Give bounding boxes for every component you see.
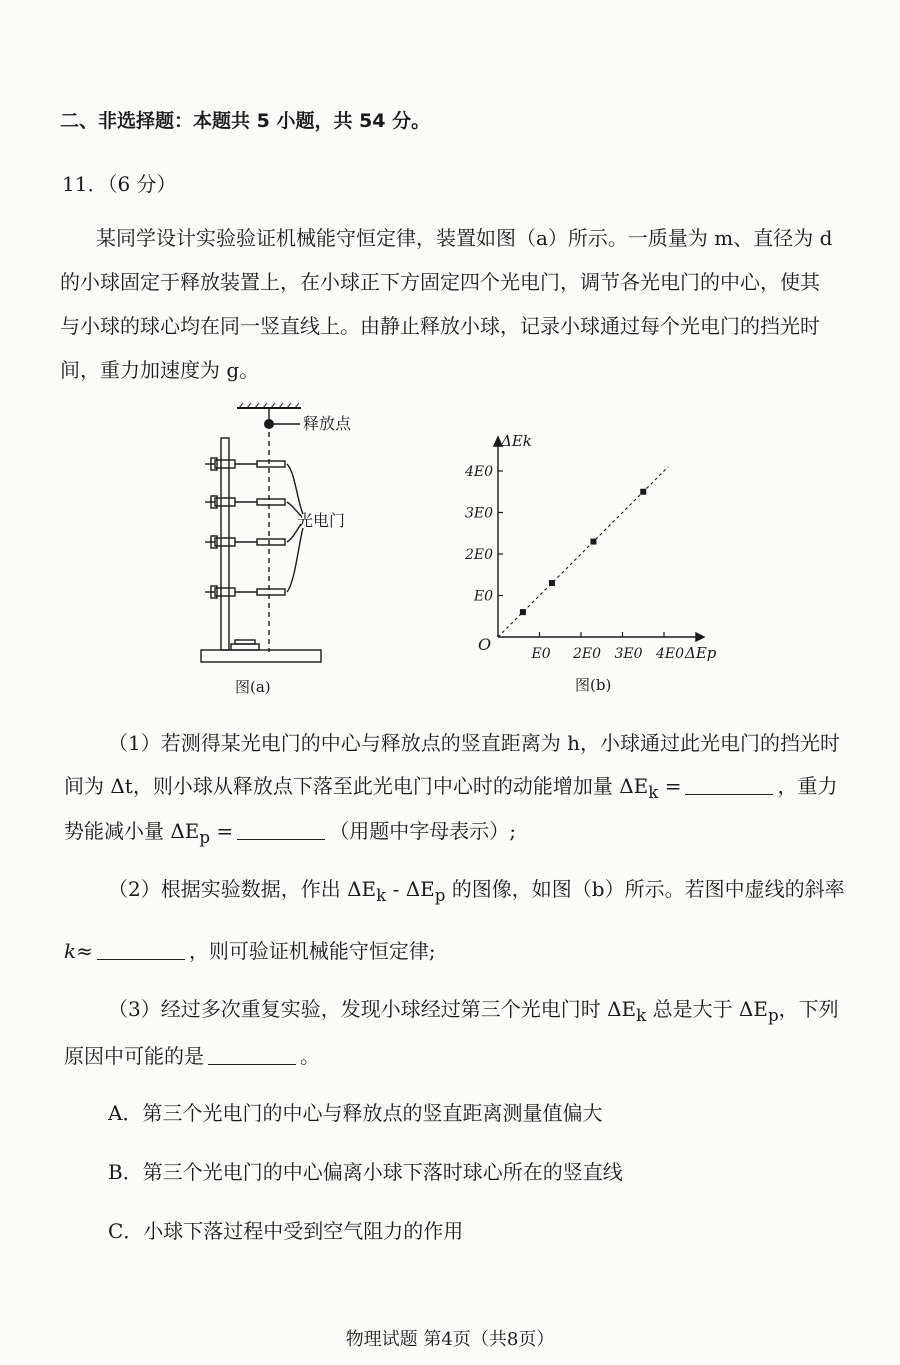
- option-c[interactable]: C．小球下落过程中受到空气阻力的作用: [108, 1219, 464, 1243]
- part3-line1: （3）经过多次重复实验，发现小球经过第三个光电门时 $\Delta E_k$ 总是大于 $\Delta E_p$，下列: [108, 997, 839, 1025]
- data-point-3: [590, 539, 596, 545]
- figure-a-caption: 图(a): [235, 678, 271, 696]
- part1-line2: 间为 Δt，则小球从释放点下落至此光电门中心时的动能增加量 $\Delta E_k$ = ，重力: [64, 774, 838, 802]
- option-b[interactable]: B．第三个光电门的中心偏离小球下落时球心所在的竖直线: [108, 1160, 623, 1184]
- x-axis-label: ΔEp: [685, 644, 717, 662]
- part2-line2: k≈ ，则可验证机械能守恒定律;: [64, 939, 436, 963]
- x-tick-label-2: 2E0: [573, 646, 602, 662]
- y-tick-label-3: 3E0: [464, 505, 493, 522]
- x-tick-label-3: 3E0: [614, 646, 643, 662]
- x-tick-label-4: 4E0: [656, 646, 685, 662]
- photogate-label: 光电门: [297, 511, 346, 530]
- part1-line1: （1）若测得某光电门的中心与释放点的竖直距离为 h，小球通过此光电门的挡光时: [108, 731, 840, 755]
- release-point-label: 释放点: [303, 414, 352, 433]
- question-number: 11．（6 分）: [62, 172, 177, 196]
- answer-blank-dEk[interactable]: [685, 793, 773, 795]
- stem-line-4: 间，重力加速度为 g。: [60, 358, 260, 382]
- answer-blank-slope[interactable]: [97, 958, 185, 960]
- option-a[interactable]: A．第三个光电门的中心与释放点的竖直距离测量值偏大: [108, 1101, 603, 1125]
- y-tick-label-1: E0: [473, 588, 493, 605]
- figure-a-apparatus: [195, 402, 385, 702]
- figure-b-chart: [460, 432, 730, 702]
- part2-line1: （2）根据实验数据，作出 $\Delta E_k - \Delta E_p$ 的图像，如图（b）所示。若图中虚线的斜率: [108, 877, 845, 905]
- stem-line-1: 某同学设计实验验证机械能守恒定律，装置如图（a）所示。一质量为 m、直径为 d: [96, 226, 833, 250]
- data-point-2: [549, 580, 555, 586]
- data-point-4: [640, 489, 646, 495]
- y-tick-label-2: 2E0: [464, 547, 493, 563]
- answer-blank-dEp[interactable]: [237, 838, 325, 840]
- stem-line-2: 的小球固定于释放装置上，在小球正下方固定四个光电门，调节各光电门的中心，使其: [60, 270, 820, 294]
- page-footer: 物理试题 第4页（共8页）: [345, 1329, 555, 1350]
- answer-blank-reason[interactable]: [208, 1063, 296, 1065]
- part3-line2: 原因中可能的是 。: [64, 1044, 320, 1068]
- data-point-1: [520, 609, 526, 615]
- y-axis-label: ΔEk: [501, 432, 532, 450]
- origin-label: O: [478, 635, 492, 654]
- section-header: 二、非选择题：本题共 5 小题，共 54 分。: [60, 110, 431, 132]
- y-tick-label-4: 4E0: [464, 464, 493, 480]
- x-tick-label-1: E0: [531, 646, 551, 662]
- stem-line-3: 与小球的球心均在同一竖直线上。由静止释放小球，记录小球通过每个光电门的挡光时: [60, 314, 820, 338]
- figure-b-caption: 图(b): [575, 676, 612, 694]
- part1-line3: 势能减小量 $\Delta E_p$ = （用题中字母表示）;: [64, 819, 516, 847]
